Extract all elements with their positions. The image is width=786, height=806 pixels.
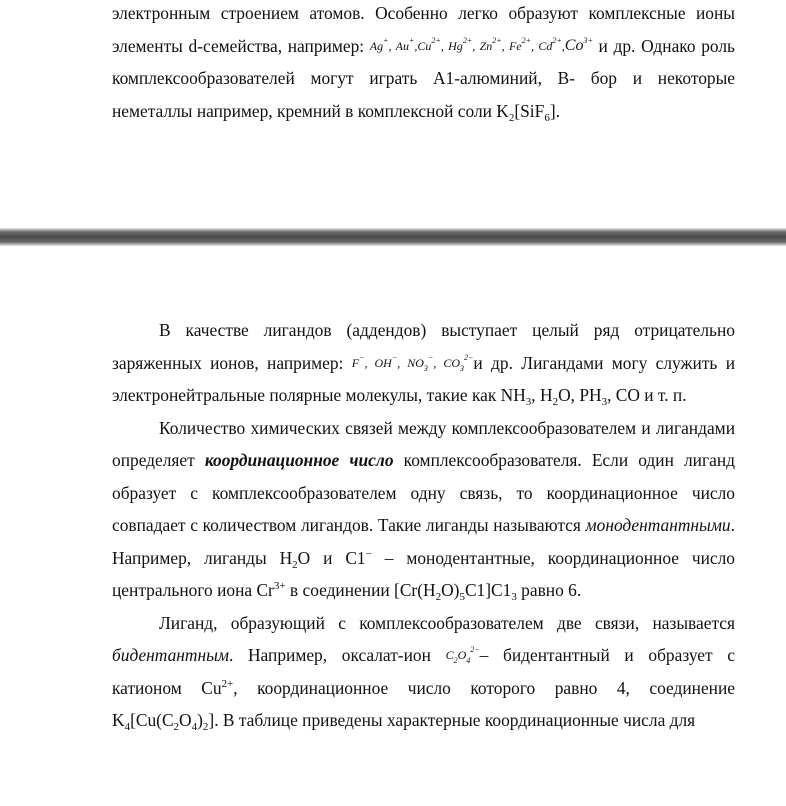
document-page-top <box>0 0 786 228</box>
text-line: элементы d-семейства, например: <box>112 35 370 56</box>
paragraph-bidentate: Лиганд, образующий с комплексообразователем две связи, называется бидентантным. Например, оксалат-ион $C_2O_4^{2-}-$ бидентантный и образует с катионом $Cu^{2+}$, координационное число которого равно 4, соединение $K_4[Cu(C_2O_4)_2]$. В таблице приведены характерные координационные числа для <box>112 612 735 733</box>
page-separator <box>0 228 786 246</box>
term-bidentate: бидентантным <box>112 645 229 665</box>
ion-formula-list: Ag+, $Au^+,Cu^{2+}$, $Hg^{2+}$, $Zn^{2+}$, $Fe^{2+}$, $Cd^{2+},Co^{3+}$ <box>369 35 593 54</box>
ligand-formula-list: F−, OH−, $NO_3^-$, $CO_3^{2-}$ <box>351 352 474 373</box>
paragraph-ligands: В качестве лигандов (аддендов) выступает целый ряд отрицательно заряженных ионов, например: F−, OH−, $NO_3^-$, $CO_3^{2-}и$ др. Лигандами могу служить и электронейтральные полярные молекулы, такие как $NH_3$, $H_2O$, $PH_3$, CO и т. п. <box>112 320 735 408</box>
text-line: электронным строением атомов. Особенно легко образуют комплексные ионы <box>112 3 735 23</box>
page-bottom-text <box>112 314 735 737</box>
term-monodentate: монодентантными <box>585 515 731 535</box>
page-top-text <box>112 0 735 127</box>
text-line: Однако роль комплексообразователей могут играть А1-алюминий, В- бор и <box>112 35 735 88</box>
term-coordination-number: координационное число <box>204 450 394 470</box>
text-line: некоторые неметаллы например, кремний в комплексной соли K <box>112 68 735 121</box>
top-paragraph: электронным строением атомов. Особенно легко образуют комплексные ионы элементы d-семейства, например: Ag+, $Au^+,Cu^{2+}$, $Hg^{2+}$, $Zn^{2+}$, $Fe^{2+}$, $Cd^{2+},Co^{3+}$ и др. Однако роль комплексообразователей могут играть А1-алюминий, В- бор и некоторые неметаллы например, кремний в комплексной соли $K_2[SiF_6]$. <box>112 3 735 124</box>
oxalate-formula: $C_2O_4^{2-}$ <box>445 645 480 665</box>
document-page-bottom <box>0 246 786 806</box>
paragraph-coordination-number: Количество химических связей между комплексообразователем и лигандами определяет координационное число комплексообразователя. Если один лиганд образует с комплексообразователем одну связь, то координационное число совпадает с количеством лигандов. Такие лиганды называются монодентантными. Например, лиганды $H_2O$ и C1− – монодентантные, координационное число центрального иона $Cr^{3+}$ в соединении $[Cr(H_2O)_5C1]C1_3$ равно 6. <box>112 417 735 603</box>
